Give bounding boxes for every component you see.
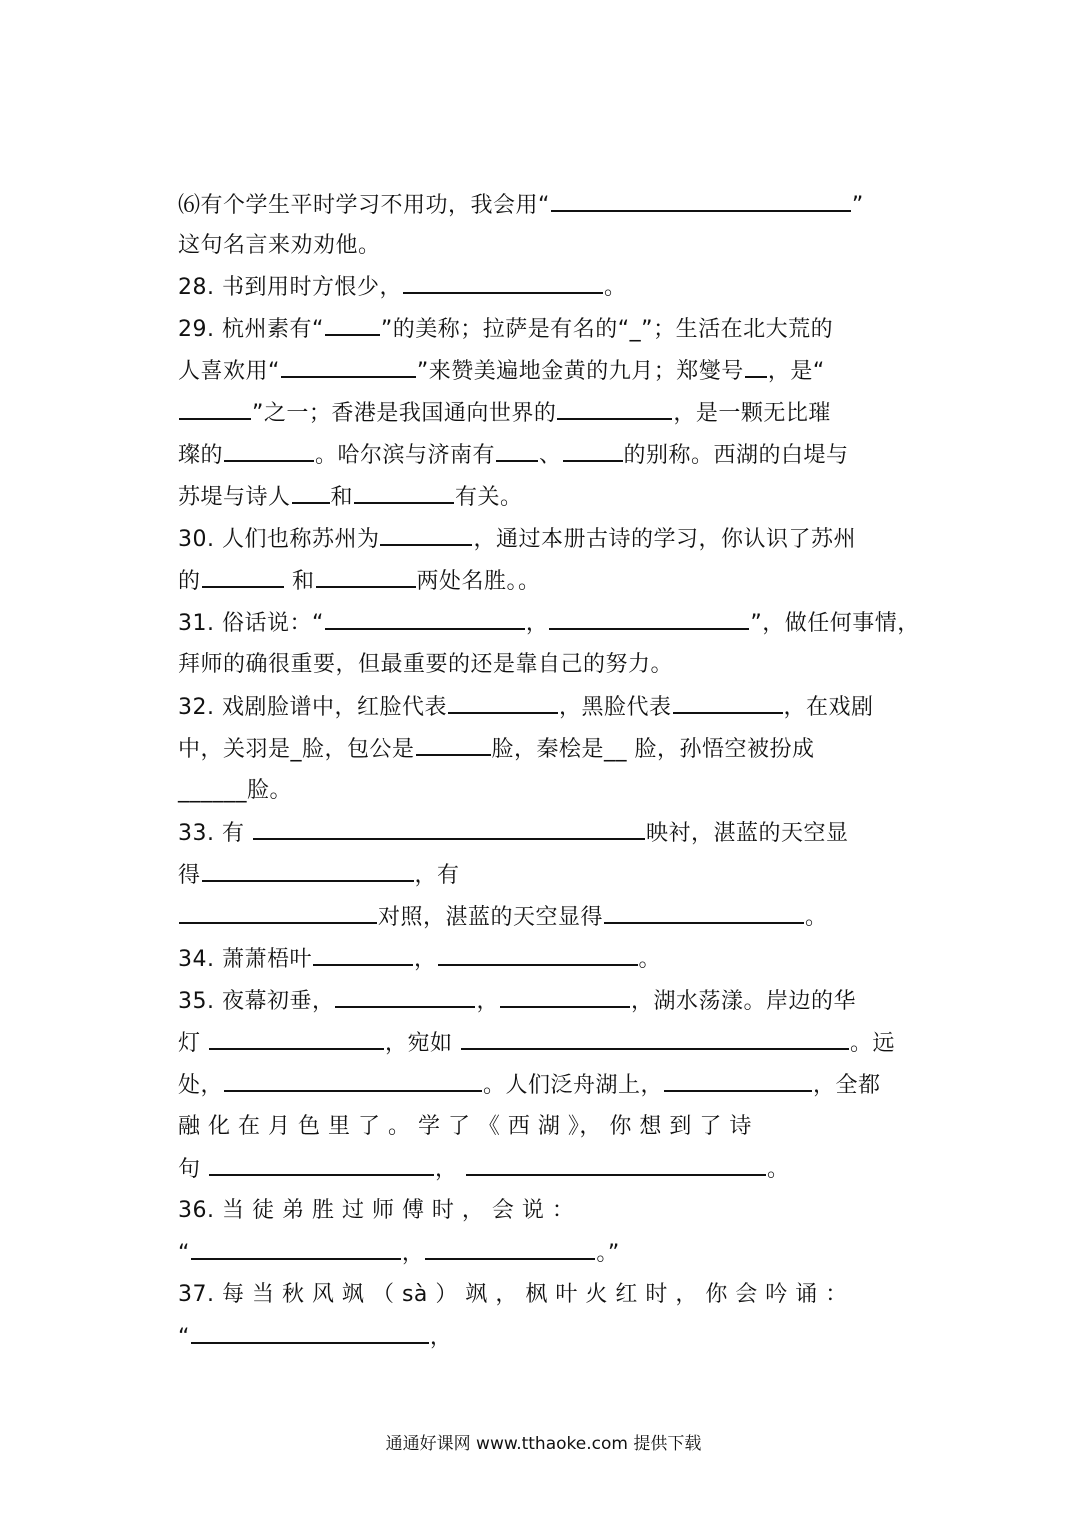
line-text: 。 [638, 947, 662, 972]
line-text: 处， [178, 1073, 224, 1098]
answer-blank[interactable] [496, 440, 538, 462]
text-line [178, 190, 864, 221]
text-line [178, 818, 849, 849]
line-text: 句 [178, 1157, 208, 1182]
line-text: 35. 夜幕初垂， [178, 989, 335, 1014]
line-text: 30. 人们也称苏州为 [178, 527, 380, 552]
text-line [178, 860, 460, 891]
text-line [178, 608, 920, 639]
text-line [178, 1322, 452, 1353]
footer-source: 通通好课网 www.tthaoke.com 提供下载 [385, 1434, 702, 1454]
text-line [178, 776, 292, 806]
line-text: 两处名胜。。 [416, 569, 541, 594]
line-text: ，是一颗无比璀 [673, 401, 831, 426]
text-line [178, 734, 815, 765]
answer-blank[interactable] [745, 356, 767, 378]
line-text: 映衬，湛蓝的天空显 [645, 821, 849, 846]
text-line [178, 398, 831, 429]
line-text: ⑹有个学生平时学习不用功，我会用“ [178, 193, 550, 218]
text-line [178, 1028, 895, 1059]
answer-blank[interactable] [209, 1028, 384, 1050]
text-line [178, 482, 523, 513]
line-text: 璨的 [178, 443, 224, 468]
line-text: 28. 书到用时方恨少， [178, 275, 402, 300]
line-text: 。 [805, 905, 828, 930]
line-text: ， [413, 947, 437, 972]
line-text: 的别称。西湖的白堤与 [623, 443, 849, 468]
text-line [178, 1238, 620, 1269]
answer-blank[interactable] [281, 356, 416, 378]
line-text: 和 [330, 485, 354, 510]
line-text: “ [178, 1241, 190, 1266]
line-text: 36. 当 徒 弟 胜 过 师 傅 时 ， 会 说 ： [178, 1198, 575, 1223]
answer-blank[interactable] [466, 1154, 766, 1176]
text-line [178, 1196, 574, 1226]
text-line [178, 692, 874, 723]
line-text: ”的美称；拉萨是有名的“_”；生活在北大荒的 [380, 317, 834, 342]
text-line [178, 944, 661, 975]
answer-blank[interactable] [253, 818, 645, 840]
line-text: 得 [178, 863, 201, 888]
answer-blank[interactable] [664, 1070, 812, 1092]
line-text: ，有 [414, 863, 460, 888]
line-text: 32. 戏剧脸谱中，红脸代表 [178, 695, 447, 720]
text-line [178, 902, 828, 933]
line-text: 对照，湛蓝的天空显得 [378, 905, 604, 930]
line-text: ，是“ [767, 359, 825, 384]
line-text: 。 [767, 1157, 790, 1182]
line-text: 、 [539, 443, 562, 468]
answer-blank[interactable] [425, 1238, 595, 1260]
answer-blank[interactable] [354, 482, 454, 504]
text-line [178, 1070, 881, 1101]
answer-blank[interactable] [604, 902, 804, 924]
text-line [178, 566, 541, 597]
text-line [178, 1280, 848, 1310]
line-text: ， [429, 1325, 453, 1350]
text-line [178, 440, 849, 471]
answer-blank[interactable] [316, 566, 416, 588]
answer-blank[interactable] [202, 566, 284, 588]
line-text: 的 [178, 569, 201, 594]
line-text: 29. 杭州素有“ [178, 317, 324, 342]
line-text: 。远 [850, 1031, 896, 1056]
line-text: 灯 [178, 1031, 208, 1056]
line-text: 这句名言来劝劝他。 [178, 233, 381, 258]
line-text: ______脸。 [178, 778, 293, 803]
answer-blank[interactable] [673, 692, 783, 714]
line-text: 。人们泛舟湖上， [483, 1073, 664, 1098]
line-text: 脸，秦桧是__ 脸，孙悟空被扮成 [491, 737, 815, 762]
answer-blank[interactable] [461, 1028, 849, 1050]
line-text: 31. 俗话说：“ [178, 611, 324, 636]
answer-blank[interactable] [292, 482, 330, 504]
text-line [178, 524, 856, 555]
answer-blank[interactable] [500, 986, 630, 1008]
line-text: ，湖水荡漾。岸边的华 [631, 989, 857, 1014]
text-line [178, 231, 381, 261]
answer-blank[interactable] [563, 440, 623, 462]
answer-blank[interactable] [416, 734, 491, 756]
line-text: 有关。 [455, 485, 523, 510]
line-text: 。 [603, 275, 627, 300]
line-text: ” [851, 193, 864, 218]
line-text: 33. 有 [178, 821, 252, 846]
answer-blank[interactable] [179, 398, 251, 420]
line-text: 34. 萧萧梧叶 [178, 947, 312, 972]
answer-blank[interactable] [335, 986, 475, 1008]
answer-blank[interactable] [325, 314, 380, 336]
answer-blank[interactable] [557, 398, 672, 420]
answer-blank[interactable] [191, 1322, 429, 1344]
text-line [178, 356, 825, 387]
text-line [178, 1112, 752, 1142]
line-text: ，在戏剧 [783, 695, 874, 720]
line-text: ”来赞美遍地金黄的九月；郑燮号 [416, 359, 744, 384]
line-text: ”之一；香港是我国通向世界的 [252, 401, 557, 426]
answer-blank[interactable] [209, 1154, 434, 1176]
answer-blank[interactable] [448, 692, 558, 714]
answer-blank[interactable] [191, 1238, 401, 1260]
line-text: 和 [284, 569, 315, 594]
answer-blank[interactable] [380, 524, 472, 546]
text-line [178, 1154, 790, 1185]
line-text: ， [525, 611, 549, 636]
line-text: 。” [596, 1241, 620, 1266]
line-text: 苏堤与诗人 [178, 485, 291, 510]
answer-blank[interactable] [313, 944, 413, 966]
answer-blank[interactable] [549, 608, 749, 630]
line-text: ，全都 [813, 1073, 881, 1098]
line-text: “ [178, 1325, 190, 1350]
answer-blank[interactable] [403, 272, 603, 294]
line-text: 融 化 在 月 色 里 了 。 学 了 《 西 湖 》， 你 想 到 了 诗 [178, 1114, 752, 1139]
answer-blank[interactable] [224, 440, 314, 462]
line-text: 37. 每 当 秋 风 飒 （ sà ） 飒 ， 枫 叶 火 红 时 ， 你 会 吟 诵 ： [178, 1282, 848, 1307]
text-line [178, 314, 833, 345]
line-text: ， [476, 989, 499, 1014]
line-text: ， [401, 1241, 425, 1266]
answer-blank[interactable] [224, 1070, 482, 1092]
line-text: 拜师的确很重要，但最重要的还是靠自己的努力。 [178, 652, 674, 677]
text-line [178, 272, 627, 303]
line-text: 。哈尔滨与济南有 [315, 443, 496, 468]
line-text: ，黑脸代表 [558, 695, 672, 720]
text-line [178, 650, 673, 680]
answer-blank[interactable] [179, 902, 377, 924]
text-line [178, 986, 856, 1017]
line-text: ， [435, 1157, 465, 1182]
answer-blank[interactable] [325, 608, 525, 630]
line-text: 中，关羽是_脸，包公是 [178, 737, 415, 762]
answer-blank[interactable] [202, 860, 414, 882]
answer-blank[interactable] [551, 190, 851, 212]
line-text: 人喜欢用“ [178, 359, 280, 384]
line-text: ，宛如 [385, 1031, 460, 1056]
line-text: ，通过本册古诗的学习，你认识了苏州 [473, 527, 856, 552]
answer-blank[interactable] [438, 944, 638, 966]
line-text: ”，做任何事情， [750, 611, 920, 636]
